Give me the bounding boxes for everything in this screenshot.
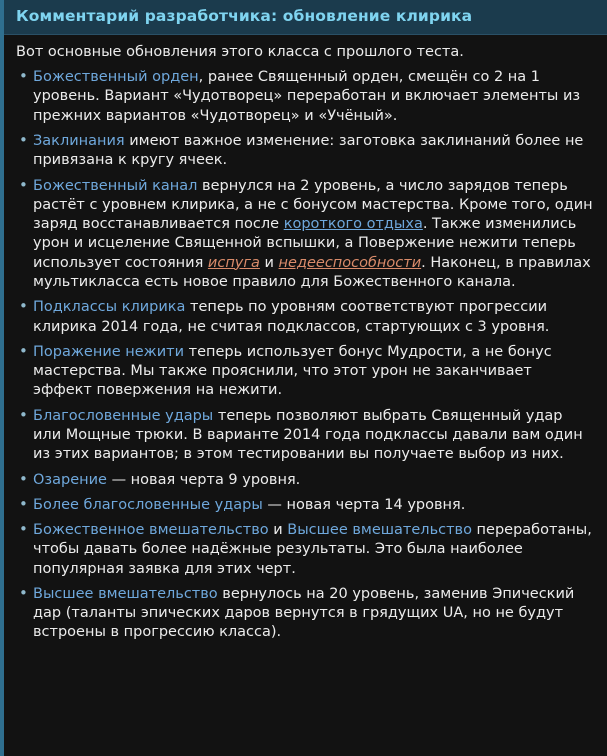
update-list	[4, 68, 607, 659]
inline-text: теперь позволяют выбрать Священный удар или Мощные трюки. В варианте 2014 года подклассы давали вам один из этих вариантов; в этом тестировании вы получаете выбор из них.	[33, 407, 583, 463]
inline-link[interactable]: Озарение	[33, 471, 107, 488]
list-item	[16, 177, 595, 293]
list-item	[16, 496, 595, 515]
inline-text: и	[259, 254, 279, 271]
inline-link[interactable]: Высшее вмешательство	[33, 585, 218, 602]
inline-text: , ранее Священный орден, смещён со 2 на 1 уровень. Вариант «Чудотворец» переработан и включает элементы из прежних вариантов «Чудотворец» и «Учёный».	[33, 69, 581, 124]
page-title: Комментарий разработчика: обновление клирика	[16, 7, 473, 25]
list-item	[16, 407, 595, 465]
inline-text: переработаны, чтобы давать более надёжные результаты. Это была наиболее популярная заявка для этих черт.	[33, 522, 592, 577]
list-item	[16, 343, 595, 401]
intro-paragraph: Вот основные обновления этого класса с прошлого теста.	[16, 43, 464, 60]
list-item	[16, 471, 595, 490]
inline-link[interactable]: Более благословенные удары	[33, 496, 263, 513]
inline-link[interactable]: Заклинания	[33, 133, 125, 149]
inline-link[interactable]: короткого отдыха	[283, 216, 423, 233]
inline-text: . Также изменились урон и исцеление Священной вспышки, а Повержение нежити теперь использует состояния	[33, 216, 577, 271]
inline-text: — новая черта 9 уровня.	[106, 471, 301, 488]
inline-text: вернулся на 2 уровень, а число зарядов теперь растёт с уровнем клирика, а не с бонусом мастерства. Кроме того, один заряд восстанавливается после	[33, 177, 593, 233]
inline-text: и	[268, 522, 288, 539]
list-item	[16, 521, 595, 579]
inline-link[interactable]: Божественный орден	[33, 69, 199, 86]
inline-text: имеют важное изменение: заготовка заклинаний более не привязана к кругу ячеек.	[33, 133, 584, 169]
list-item	[16, 132, 595, 171]
inline-text: теперь использует бонус Мудрости, а не бонус мастерства. Мы также прояснили, что этот урон не заканчивает эффект повержения на нежити.	[33, 343, 552, 399]
list-item	[16, 585, 595, 643]
inline-text: теперь по уровням соответствуют прогрессии клирика 2014 года, не считая подклассов, стартующих с 3 уровня.	[33, 299, 550, 335]
inline-text: — новая черта 14 уровня.	[262, 496, 466, 513]
inline-link[interactable]: Божественное вмешательство	[33, 522, 269, 539]
inline-link[interactable]: Божественный канал	[33, 177, 198, 194]
list-item	[16, 298, 595, 337]
panel-header	[4, 0, 607, 35]
inline-link[interactable]: Благословенные удары	[33, 407, 214, 424]
inline-text: вернулось на 20 уровень, заменив Эпический дар (таланты эпических даров вернутся в грядущих UA, но не будут встроены в прогрессию класса).	[33, 585, 575, 641]
inline-link[interactable]: Поражение нежити	[33, 343, 185, 360]
inline-link[interactable]: Высшее вмешательство	[287, 522, 472, 539]
inline-text: . Наконец, в правилах мультикласса есть новое правило для Божественного канала.	[33, 254, 591, 290]
inline-link[interactable]: Подклассы клирика	[33, 299, 186, 316]
inline-text: испуга	[207, 254, 260, 271]
inline-text: недееспособности	[278, 254, 422, 271]
list-item	[16, 68, 595, 126]
